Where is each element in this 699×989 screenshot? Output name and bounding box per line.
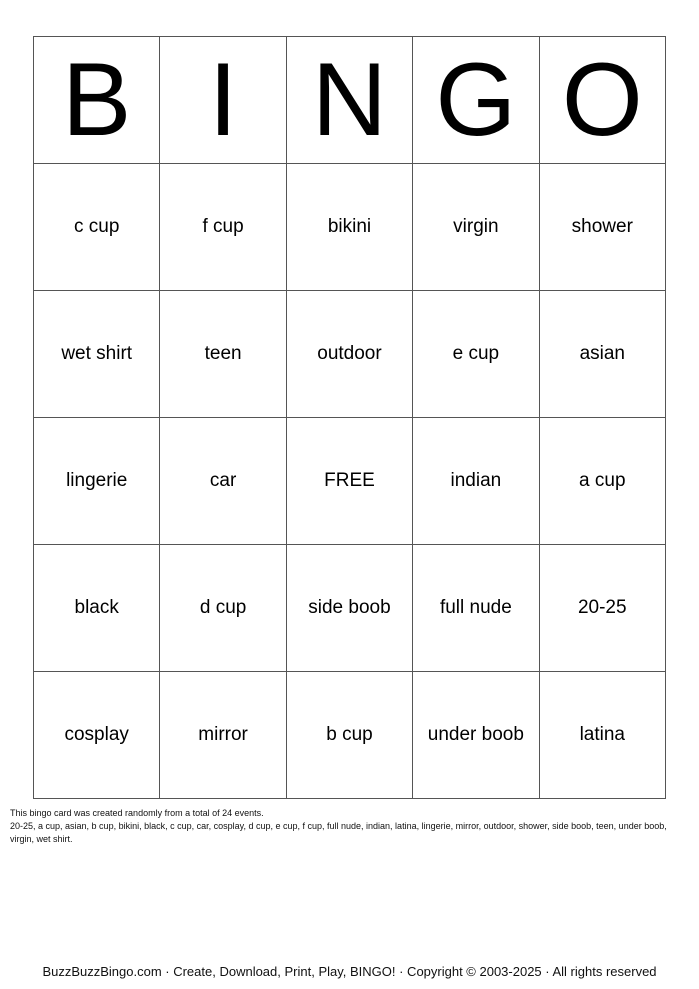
page-footer: BuzzBuzzBingo.com · Create, Download, Print, Play, BINGO! · Copyright © 2003-2025 · All rights reserved xyxy=(42,964,657,979)
bingo-row xyxy=(34,672,666,799)
bingo-cell: teen xyxy=(160,291,286,418)
bingo-cell: bikini xyxy=(286,164,412,291)
bingo-card xyxy=(33,36,666,799)
bingo-cell: black xyxy=(34,545,160,672)
bingo-cell: f cup xyxy=(160,164,286,291)
bingo-cell: 20-25 xyxy=(539,545,665,672)
bingo-cell: under boob xyxy=(413,672,539,799)
bingo-cell: mirror xyxy=(160,672,286,799)
bingo-row xyxy=(34,291,666,418)
bingo-cell: wet shirt xyxy=(34,291,160,418)
bingo-cell: side boob xyxy=(286,545,412,672)
bingo-cell: virgin xyxy=(413,164,539,291)
bingo-cell: b cup xyxy=(286,672,412,799)
card-info-summary: This bingo card was created randomly from a total of 24 events. xyxy=(10,808,264,818)
bingo-cell: car xyxy=(160,418,286,545)
bingo-cell: shower xyxy=(539,164,665,291)
bingo-header-row xyxy=(34,37,666,164)
bingo-cell: outdoor xyxy=(286,291,412,418)
header-letter-b: B xyxy=(34,37,160,164)
bingo-cell: asian xyxy=(539,291,665,418)
bingo-row xyxy=(34,418,666,545)
card-info-event-list: 20-25, a cup, asian, b cup, bikini, black, c cup, car, cosplay, d cup, e cup, f cup, full nude, indian, latina, lingerie, mirror, outdoor, shower, side boob, teen, under boob, virgin, wet shirt. xyxy=(10,821,667,844)
bingo-cell: e cup xyxy=(413,291,539,418)
bingo-cell: a cup xyxy=(539,418,665,545)
bingo-cell: lingerie xyxy=(34,418,160,545)
header-letter-g: G xyxy=(413,37,539,164)
card-info-note xyxy=(10,807,680,846)
header-letter-n: N xyxy=(286,37,412,164)
bingo-row xyxy=(34,545,666,672)
bingo-cell: d cup xyxy=(160,545,286,672)
header-letter-o: O xyxy=(539,37,665,164)
bingo-cell: cosplay xyxy=(34,672,160,799)
bingo-free-cell: FREE xyxy=(286,418,412,545)
bingo-row xyxy=(34,164,666,291)
bingo-cell: latina xyxy=(539,672,665,799)
bingo-cell: full nude xyxy=(413,545,539,672)
header-letter-i: I xyxy=(160,37,286,164)
bingo-cell: c cup xyxy=(34,164,160,291)
bingo-cell: indian xyxy=(413,418,539,545)
